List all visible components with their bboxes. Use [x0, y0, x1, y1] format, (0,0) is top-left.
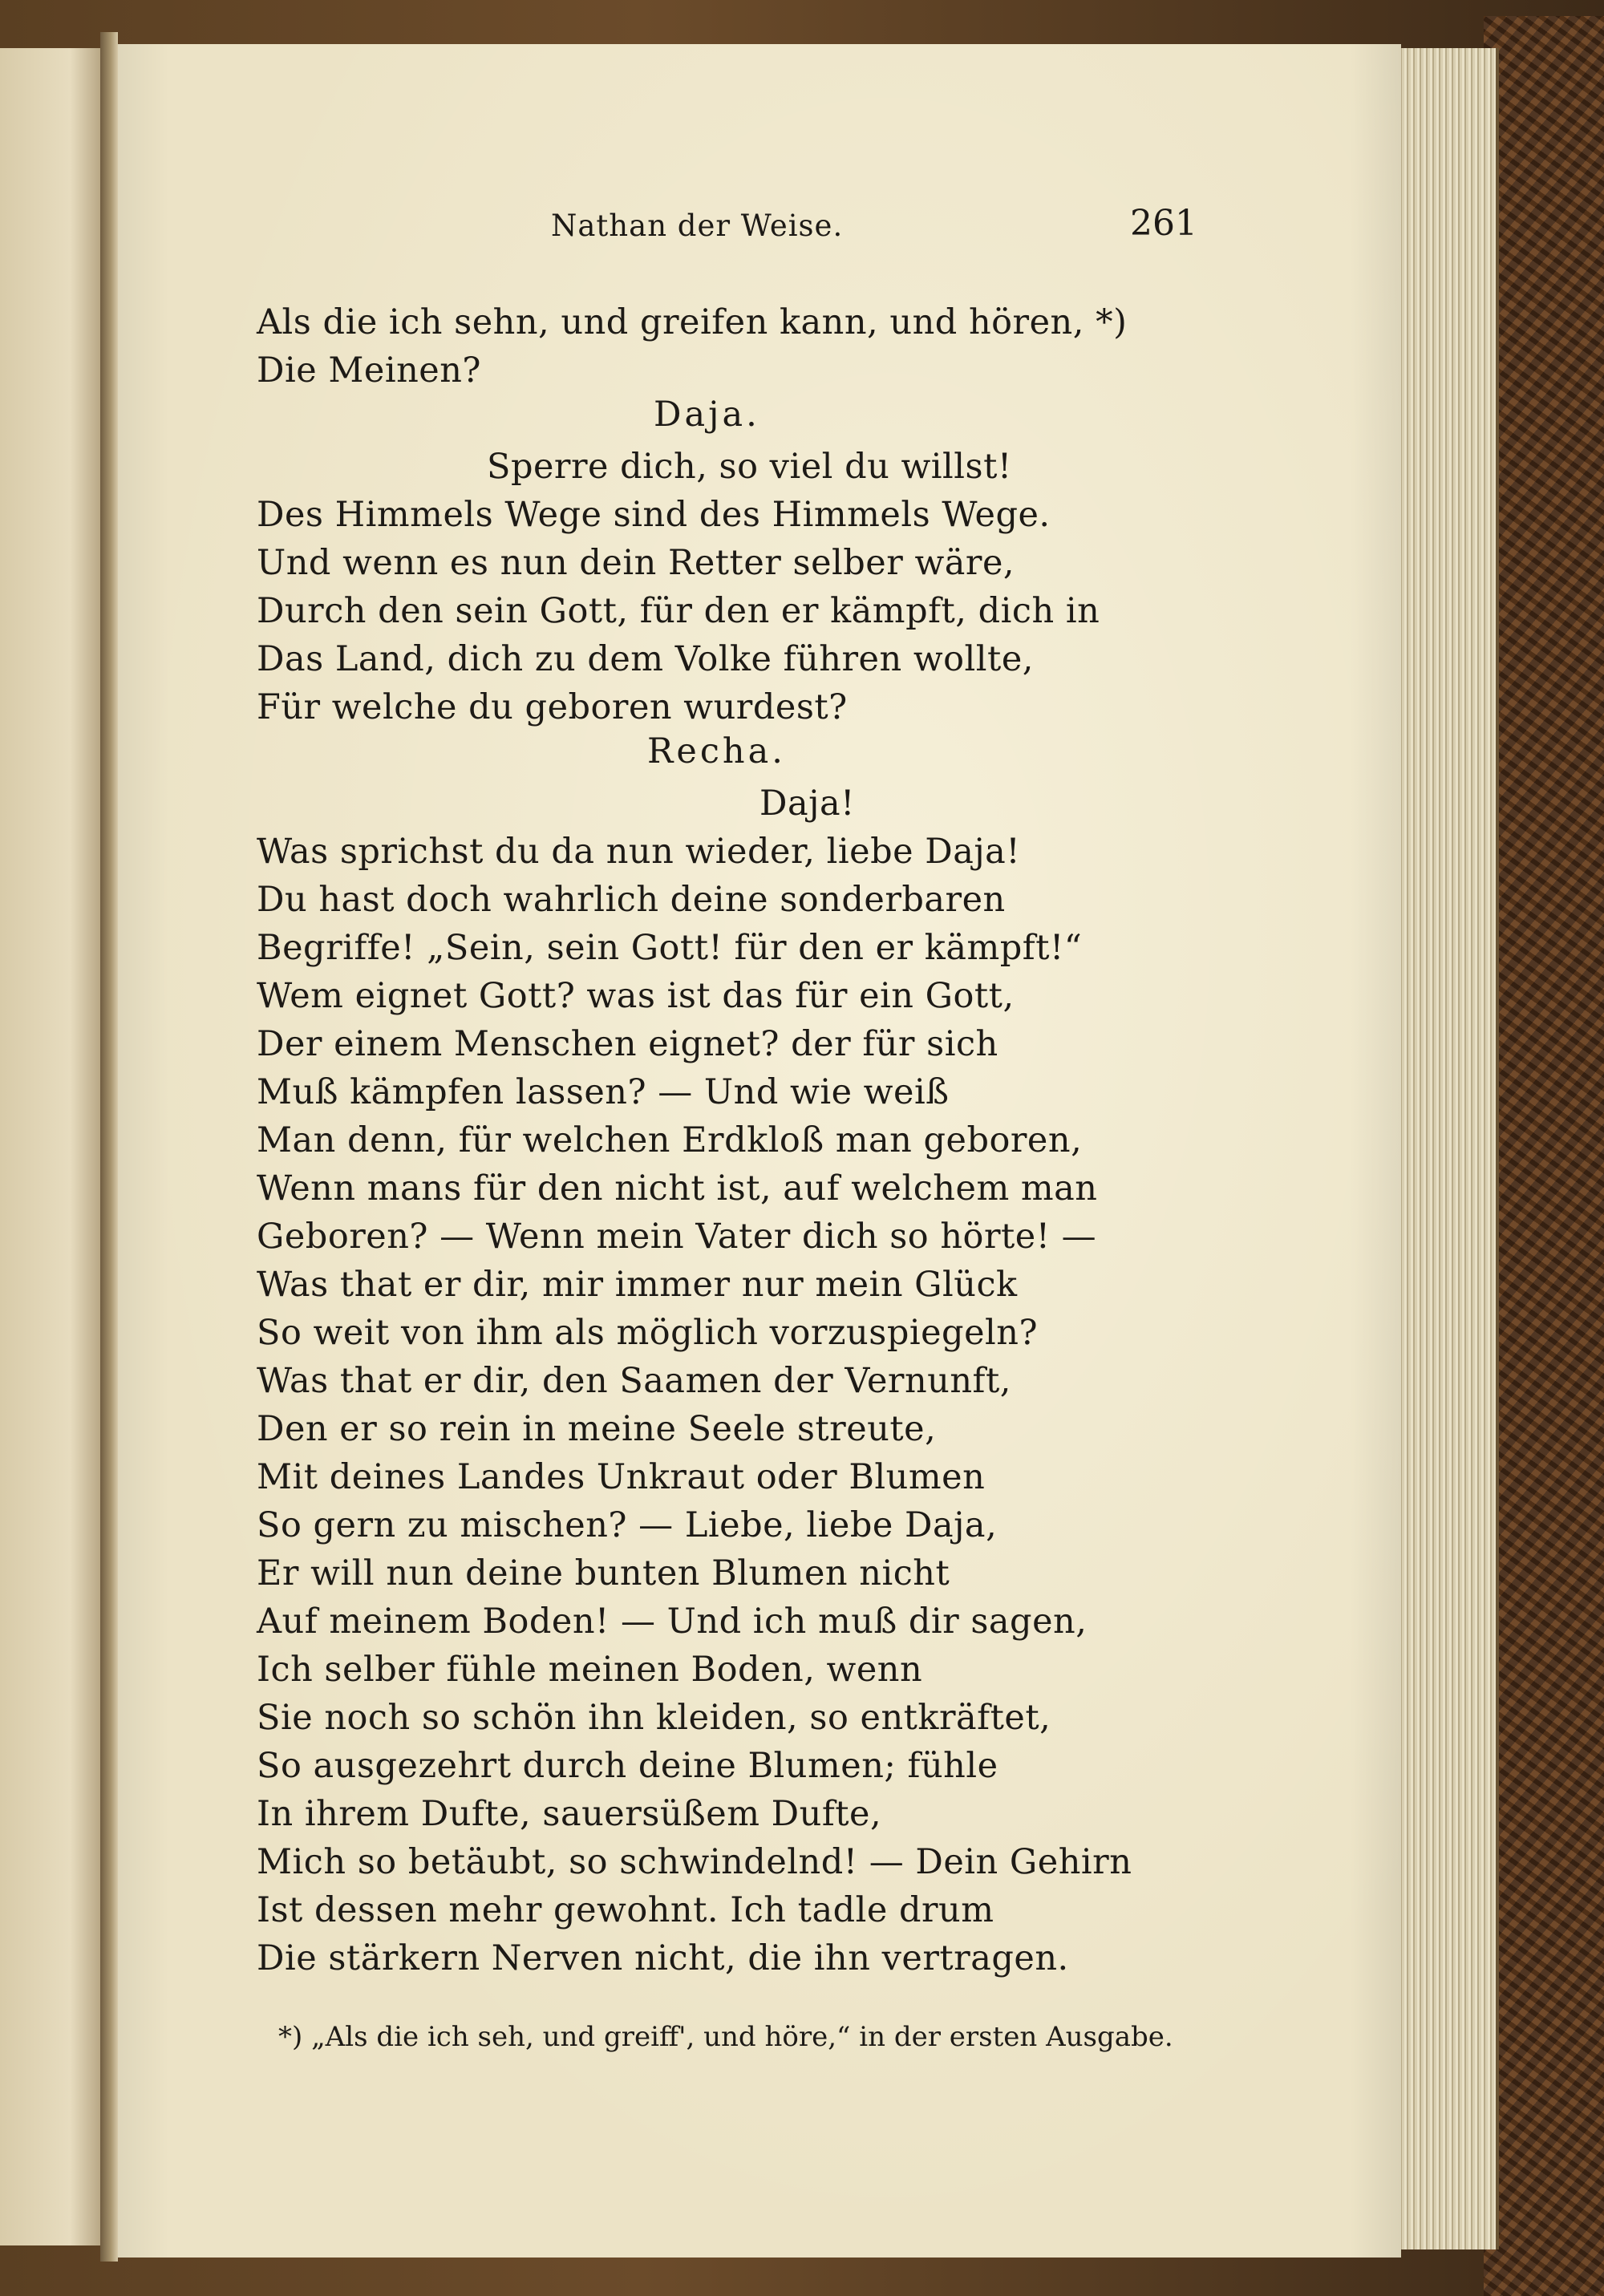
verse-line: So weit von ihm als möglich vorzuspiegeln?	[257, 1313, 1039, 1353]
page-number: 261	[1130, 203, 1197, 244]
verse-line: Sperre dich, so viel du willst!	[487, 447, 1012, 487]
verse-line: Als die ich sehn, und greifen kann, und hören, *)	[257, 302, 1128, 342]
verse-line: Wenn mans für den nicht ist, auf welchem man	[257, 1168, 1098, 1209]
book-gutter	[100, 32, 118, 2262]
verse-line: Durch den sein Gott, für den er kämpft, dich in	[257, 591, 1100, 631]
speaker-name: Recha.	[647, 731, 786, 771]
verse-line: Muß kämpfen lassen? — Und wie weiß	[257, 1072, 950, 1112]
verse-line: Die stärkern Nerven nicht, die ihn vertragen.	[257, 1938, 1069, 1978]
verse-line: Der einem Menschen eignet? der für sich	[257, 1024, 998, 1064]
verse-line: Und wenn es nun dein Retter selber wäre,	[257, 543, 1015, 583]
verse-line: Du hast doch wahrlich deine sonderbaren	[257, 880, 1006, 920]
footnote: *) „Als die ich seh, und greiff', und höre,“ in der ersten Ausgabe.	[278, 2021, 1173, 2053]
running-header: Nathan der Weise.	[551, 209, 844, 243]
verse-line: Sie noch so schön ihn kleiden, so entkräftet,	[257, 1698, 1051, 1738]
verse-line: Ist dessen mehr gewohnt. Ich tadle drum	[257, 1890, 994, 1930]
verse-line: Er will nun deine bunten Blumen nicht	[257, 1553, 950, 1593]
verse-line: Des Himmels Wege sind des Himmels Wege.	[257, 495, 1051, 535]
verse-line: Mich so betäubt, so schwindelnd! — Dein Gehirn	[257, 1842, 1132, 1882]
verse-line: Das Land, dich zu dem Volke führen wollte,	[257, 639, 1034, 679]
verse-line: Geboren? — Wenn mein Vater dich so hörte! —	[257, 1217, 1097, 1257]
verse-line: So gern zu mischen? — Liebe, liebe Daja,	[257, 1505, 998, 1545]
verse-line: In ihrem Dufte, sauersüßem Dufte,	[257, 1794, 882, 1834]
page-edges-stack	[1391, 48, 1499, 2249]
marbled-cover	[1484, 16, 1604, 2296]
verse-line: Die Meinen?	[257, 350, 481, 391]
verse-line: Was that er dir, mir immer nur mein Glück	[257, 1265, 1018, 1305]
verse-line: Was sprichst du da nun wieder, liebe Daja!	[257, 832, 1021, 872]
verse-line: Für welche du geboren wurdest?	[257, 687, 848, 727]
speaker-name: Daja.	[654, 395, 760, 435]
verse-line: Den er so rein in meine Seele streute,	[257, 1409, 937, 1449]
book-page	[118, 44, 1401, 2258]
verse-line: Mit deines Landes Unkraut oder Blumen	[257, 1457, 986, 1497]
verse-line: Was that er dir, den Saamen der Vernunft,	[257, 1361, 1011, 1401]
verse-line: Ich selber fühle meinen Boden, wenn	[257, 1650, 923, 1690]
verse-line: Auf meinem Boden! — Und ich muß dir sagen,	[257, 1602, 1088, 1642]
verse-line: Begriffe! „Sein, sein Gott! für den er kämpft!“	[257, 928, 1083, 968]
previous-page-edge	[0, 48, 103, 2245]
verse-line: So ausgezehrt durch deine Blumen; fühle	[257, 1746, 998, 1786]
verse-line: Daja!	[759, 784, 855, 824]
verse-line: Man denn, für welchen Erdkloß man geboren,	[257, 1120, 1083, 1160]
verse-line: Wem eignet Gott? was ist das für ein Gott,	[257, 976, 1015, 1016]
